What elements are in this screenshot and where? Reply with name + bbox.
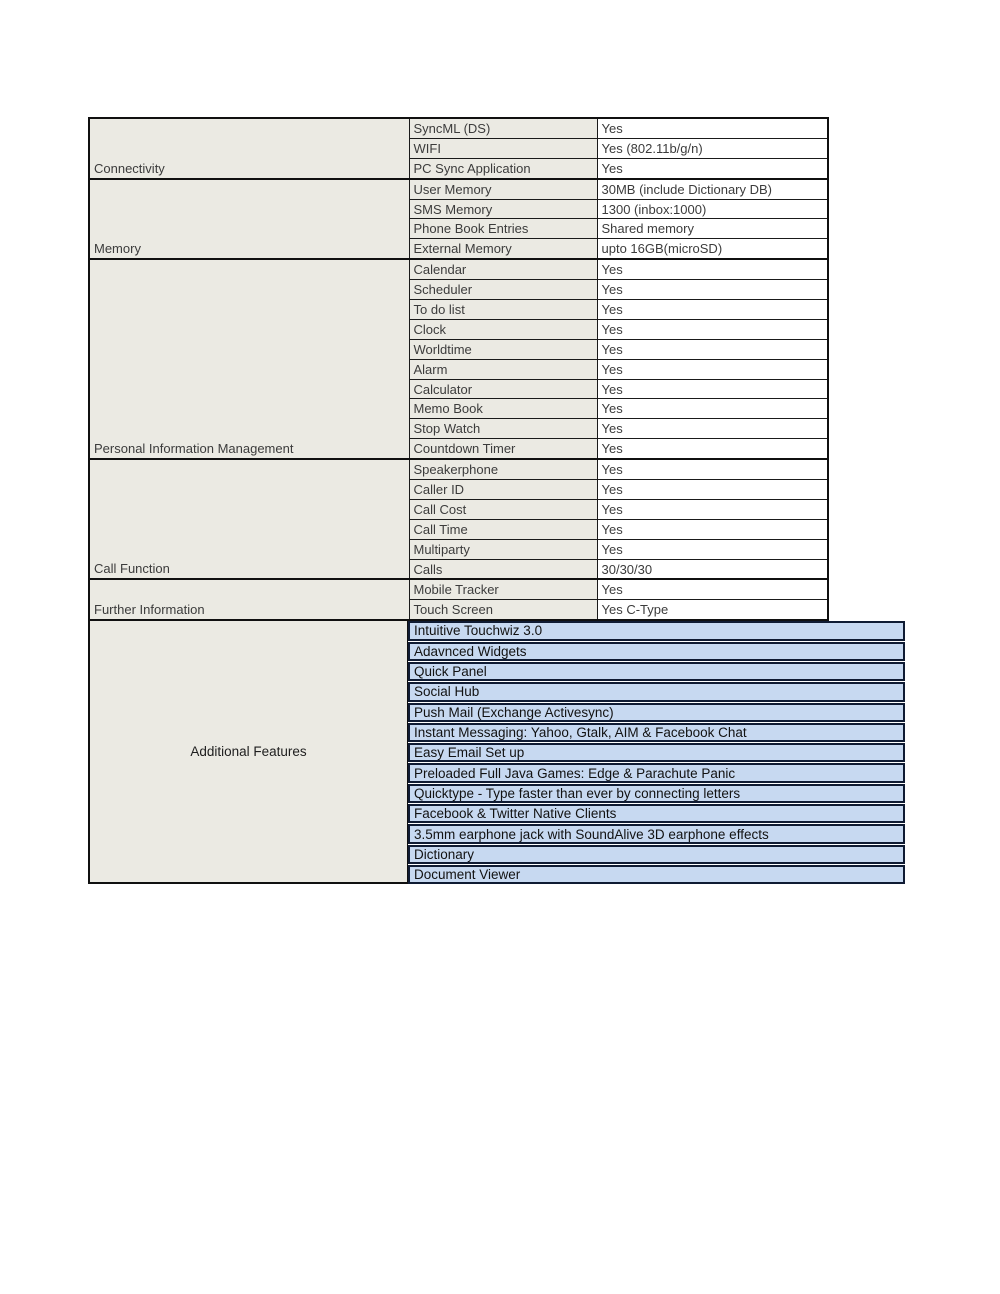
- value-cell: Yes: [597, 259, 828, 279]
- value-cell: Yes: [597, 158, 828, 178]
- feature-cell: SMS Memory: [409, 199, 597, 219]
- value-cell: Yes: [597, 579, 828, 599]
- feature-cell: SyncML (DS): [409, 118, 597, 138]
- feature-cell: Worldtime: [409, 339, 597, 359]
- table-row: [89, 118, 828, 138]
- additional-feature-row: Social Hub: [408, 682, 905, 701]
- category-cell-memory: Memory: [89, 179, 409, 260]
- spec-table: [88, 117, 829, 621]
- additional-feature-row: Push Mail (Exchange Activesync): [408, 703, 905, 722]
- value-cell: Shared memory: [597, 219, 828, 239]
- additional-feature-row: Dictionary: [408, 845, 905, 864]
- table-row: [89, 579, 828, 599]
- additional-feature-row: Document Viewer: [408, 865, 905, 884]
- value-cell: Yes: [597, 439, 828, 459]
- table-row: [89, 459, 828, 479]
- feature-cell: Phone Book Entries: [409, 219, 597, 239]
- feature-cell: Multiparty: [409, 539, 597, 559]
- additional-feature-row: Instant Messaging: Yahoo, Gtalk, AIM & Facebook Chat: [408, 723, 905, 742]
- spec-sheet: [88, 117, 905, 884]
- value-cell: Yes C-Type: [597, 600, 828, 620]
- value-cell: Yes: [597, 300, 828, 320]
- value-cell: Yes: [597, 480, 828, 500]
- feature-cell: Calendar: [409, 259, 597, 279]
- value-cell: 1300 (inbox:1000): [597, 199, 828, 219]
- category-cell-call-function: Call Function: [89, 459, 409, 579]
- table-row: [89, 259, 828, 279]
- feature-cell: Scheduler: [409, 280, 597, 300]
- additional-feature-row: 3.5mm earphone jack with SoundAlive 3D earphone effects: [408, 824, 905, 843]
- additional-feature-row: Quick Panel: [408, 662, 905, 681]
- value-cell: Yes: [597, 519, 828, 539]
- feature-cell: Mobile Tracker: [409, 579, 597, 599]
- feature-cell: Speakerphone: [409, 459, 597, 479]
- feature-cell: Touch Screen: [409, 600, 597, 620]
- additional-feature-row: Intuitive Touchwiz 3.0: [408, 621, 905, 640]
- value-cell: Yes: [597, 499, 828, 519]
- feature-cell: To do list: [409, 300, 597, 320]
- value-cell: 30/30/30: [597, 559, 828, 579]
- value-cell: Yes: [597, 539, 828, 559]
- value-cell: upto 16GB(microSD): [597, 239, 828, 259]
- table-row: [89, 179, 828, 199]
- feature-cell: WIFI: [409, 138, 597, 158]
- value-cell: Yes: [597, 459, 828, 479]
- additional-feature-row: Facebook & Twitter Native Clients: [408, 804, 905, 823]
- feature-cell: User Memory: [409, 179, 597, 199]
- additional-feature-row: Quicktype - Type faster than ever by connecting letters: [408, 784, 905, 803]
- feature-cell: Calls: [409, 559, 597, 579]
- value-cell: Yes: [597, 379, 828, 399]
- category-cell-additional-features: Additional Features: [88, 621, 408, 884]
- additional-features-section: [88, 621, 905, 884]
- value-cell: Yes (802.11b/g/n): [597, 138, 828, 158]
- additional-feature-row: Preloaded Full Java Games: Edge & Parachute Panic: [408, 763, 905, 782]
- feature-cell: External Memory: [409, 239, 597, 259]
- additional-feature-row: Easy Email Set up: [408, 743, 905, 762]
- value-cell: Yes: [597, 399, 828, 419]
- category-cell-pim: Personal Information Management: [89, 259, 409, 459]
- feature-cell: Memo Book: [409, 399, 597, 419]
- feature-cell: Alarm: [409, 359, 597, 379]
- feature-cell: PC Sync Application: [409, 158, 597, 178]
- feature-cell: Caller ID: [409, 480, 597, 500]
- category-cell-connectivity: Connectivity: [89, 118, 409, 179]
- additional-features-list: [408, 621, 905, 884]
- feature-cell: Clock: [409, 319, 597, 339]
- feature-cell: Countdown Timer: [409, 439, 597, 459]
- feature-cell: Stop Watch: [409, 419, 597, 439]
- feature-cell: Calculator: [409, 379, 597, 399]
- category-cell-further-information: Further Information: [89, 579, 409, 620]
- value-cell: Yes: [597, 118, 828, 138]
- value-cell: Yes: [597, 339, 828, 359]
- value-cell: Yes: [597, 359, 828, 379]
- additional-feature-row: Adavnced Widgets: [408, 642, 905, 661]
- value-cell: 30MB (include Dictionary DB): [597, 179, 828, 199]
- value-cell: Yes: [597, 419, 828, 439]
- value-cell: Yes: [597, 319, 828, 339]
- feature-cell: Call Time: [409, 519, 597, 539]
- feature-cell: Call Cost: [409, 499, 597, 519]
- value-cell: Yes: [597, 280, 828, 300]
